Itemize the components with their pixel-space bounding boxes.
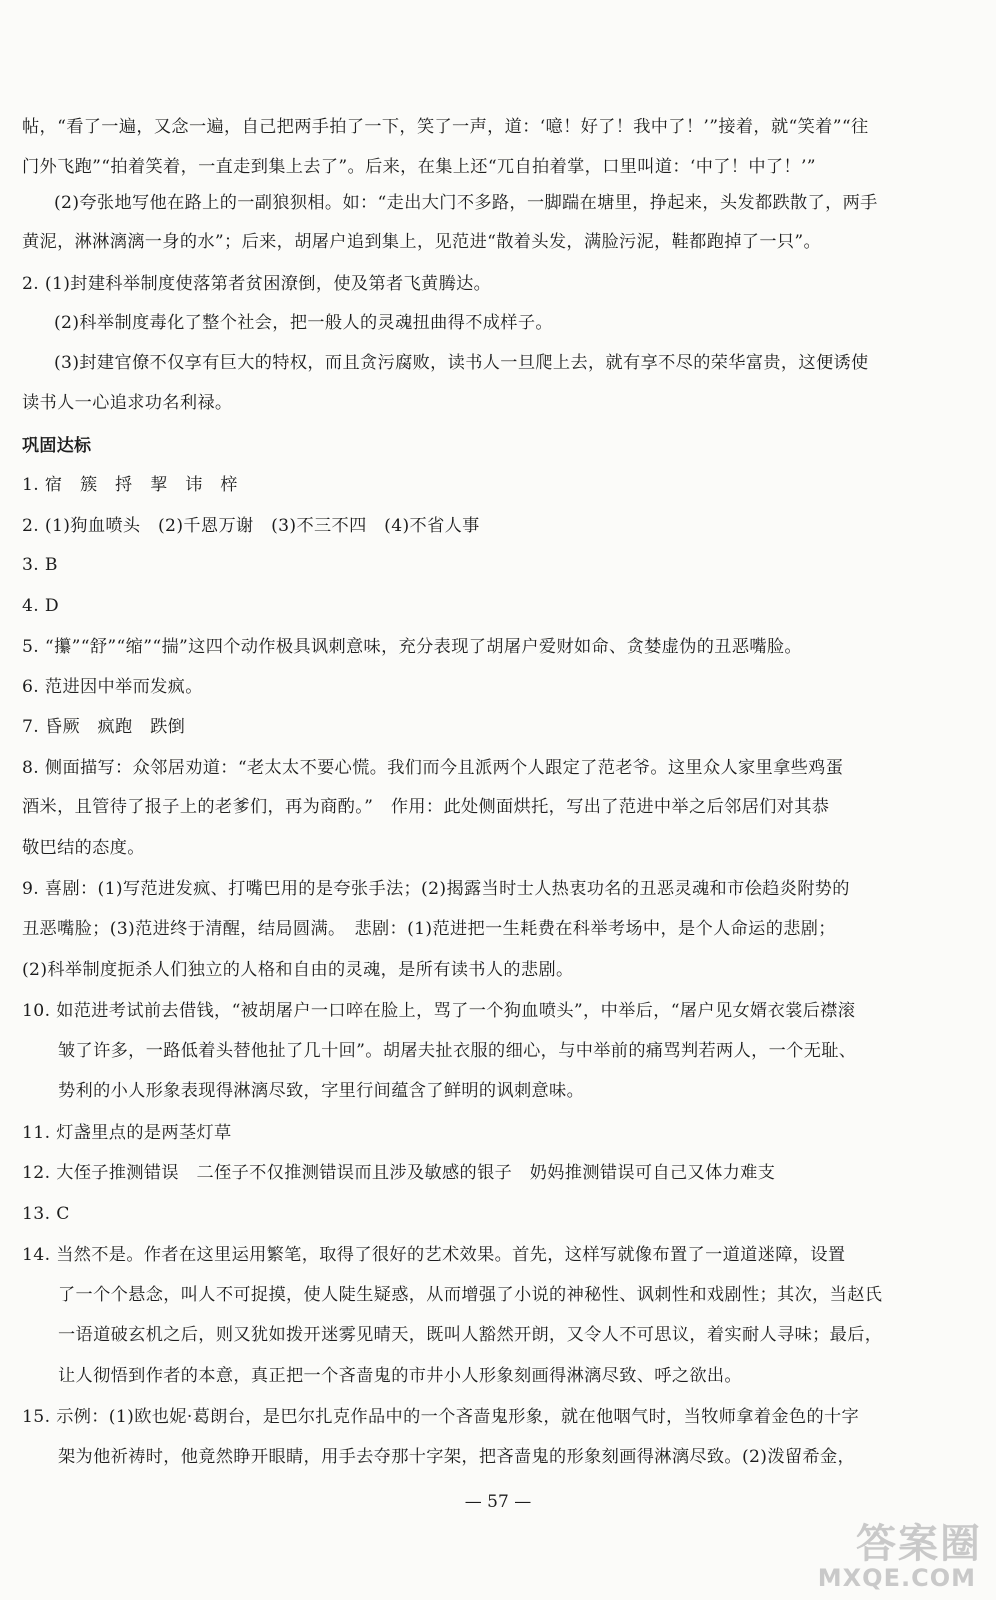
watermark-title: 答案圈 <box>856 1521 982 1567</box>
answer-line: 10. 如范进考试前去借钱，“被胡屠户一口啐在脸上，骂了一个狗血喷头”，中举后，“屠户见女婿衣裳后襟滚 <box>22 1001 856 1021</box>
answer-line: 丑恶嘴脸；(3)范进终于清醒，结局圆满。 悲剧：(1)范进把一生耗费在科举考场中，是个人命运的悲剧； <box>22 919 836 939</box>
page-number: — 57 — <box>464 1492 532 1512</box>
text-line: 黄泥，淋淋漓漓一身的水”；后来，胡屠户追到集上，见范进“散着头发，满脸污泥，鞋都跑掉了一只”。 <box>22 232 822 252</box>
answer-line: 11. 灯盏里点的是两茎灯草 <box>22 1123 232 1143</box>
watermark-logo <box>792 1512 982 1592</box>
answer-line: 4. D <box>22 596 60 616</box>
answer-line: 12. 大侄子推测错误 二侄子不仅推测错误而且涉及敏感的银子 奶妈推测错误可自己又体力难支 <box>22 1163 776 1183</box>
answer-line: 13. C <box>22 1204 70 1224</box>
text-line: 帖，“看了一遍，又念一遍，自己把两手拍了一下，笑了一声，道：‘噫！好了！我中了！’”接着，就“笑着”“往 <box>22 117 869 137</box>
answer-line: 酒米，且管待了报子上的老爹们，再为商酌。” 作用：此处侧面烘托，写出了范进中举之后邻居们对其恭 <box>22 797 830 817</box>
answer-line: 14. 当然不是。作者在这里运用繁笔，取得了很好的艺术效果。首先，这样写就像布置了一道道迷障，设置 <box>22 1245 846 1265</box>
answer-line: 敬巴结的态度。 <box>22 838 145 858</box>
answer-line: 让人彻悟到作者的本意，真正把一个吝啬鬼的市井小人形象刻画得淋漓尽致、呼之欲出。 <box>58 1366 742 1386</box>
answer-line: 皱了许多，一路低着头替他扯了几十回”。胡屠夫扯衣服的细心，与中举前的痛骂判若两人，一个无耻、 <box>58 1041 857 1061</box>
watermark-url: MXQE.COM <box>817 1564 976 1592</box>
text-line: 2. (1)封建科举制度使落第者贫困潦倒，使及第者飞黄腾达。 <box>22 274 492 294</box>
answer-line: 一语道破玄机之后，则又犹如拨开迷雾见晴天，既叫人豁然开朗，又令人不可思议，着实耐人寻味；最后， <box>58 1325 883 1345</box>
answer-line: 6. 范进因中举而发疯。 <box>22 677 203 697</box>
answer-line: 9. 喜剧：(1)写范进发疯、打嘴巴用的是夸张手法；(2)揭露当时士人热衷功名的丑恶灵魂和市侩趋炎附势的 <box>22 879 850 899</box>
answer-line: 5. “攥”“舒”“缩”“揣”这四个动作极具讽刺意味，充分表现了胡屠户爱财如命、贪婪虚伪的丑恶嘴脸。 <box>22 637 802 657</box>
answer-line: 8. 侧面描写：众邻居劝道：“老太太不要心慌。我们而今且派两个人跟定了范老爷。这里众人家里拿些鸡蛋 <box>22 758 844 778</box>
answer-line: 架为他祈祷时，他竟然睁开眼睛，用手去夺那十字架，把吝啬鬼的形象刻画得淋漓尽致。(2)泼留希金， <box>58 1447 856 1467</box>
text-line: 门外飞跑”“拍着笑着，一直走到集上去了”。后来，在集上还“兀自拍着掌，口里叫道：‘中了！中了！’” <box>22 157 816 177</box>
text-line: (2)科举制度毒化了整个社会，把一般人的灵魂扭曲得不成样子。 <box>54 313 553 333</box>
answer-line: 了一个个悬念，叫人不可捉摸，使人陡生疑惑，从而增强了小说的神秘性、讽刺性和戏剧性；其次，当赵氏 <box>58 1285 883 1305</box>
answer-line: 2. (1)狗血喷头 (2)千恩万谢 (3)不三不四 (4)不省人事 <box>22 516 480 536</box>
text-line: 读书人一心追求功名利禄。 <box>22 393 233 413</box>
answer-line: 1. 宿 簇 捋 挈 讳 梓 <box>22 475 238 495</box>
section-title: 巩固达标 <box>22 436 92 456</box>
answer-line: 势利的小人形象表现得淋漓尽致，字里行间蕴含了鲜明的讽刺意味。 <box>58 1081 585 1101</box>
answer-line: (2)科举制度扼杀人们独立的人格和自由的灵魂，是所有读书人的悲剧。 <box>22 960 574 980</box>
text-line: (2)夸张地写他在路上的一副狼狈相。如：“走出大门不多路，一脚踹在塘里，挣起来，头发都跌散了，两手 <box>54 193 878 213</box>
answer-line: 3. B <box>22 555 58 575</box>
answer-line: 15. 示例：(1)欧也妮·葛朗台，是巴尔扎克作品中的一个吝啬鬼形象，就在他咽气时，当牧师拿着金色的十字 <box>22 1407 860 1427</box>
answer-line: 7. 昏厥 疯跑 跌倒 <box>22 717 186 737</box>
text-line: (3)封建官僚不仅享有巨大的特权，而且贪污腐败，读书人一旦爬上去，就有享不尽的荣华富贵，这便诱使 <box>54 353 869 373</box>
